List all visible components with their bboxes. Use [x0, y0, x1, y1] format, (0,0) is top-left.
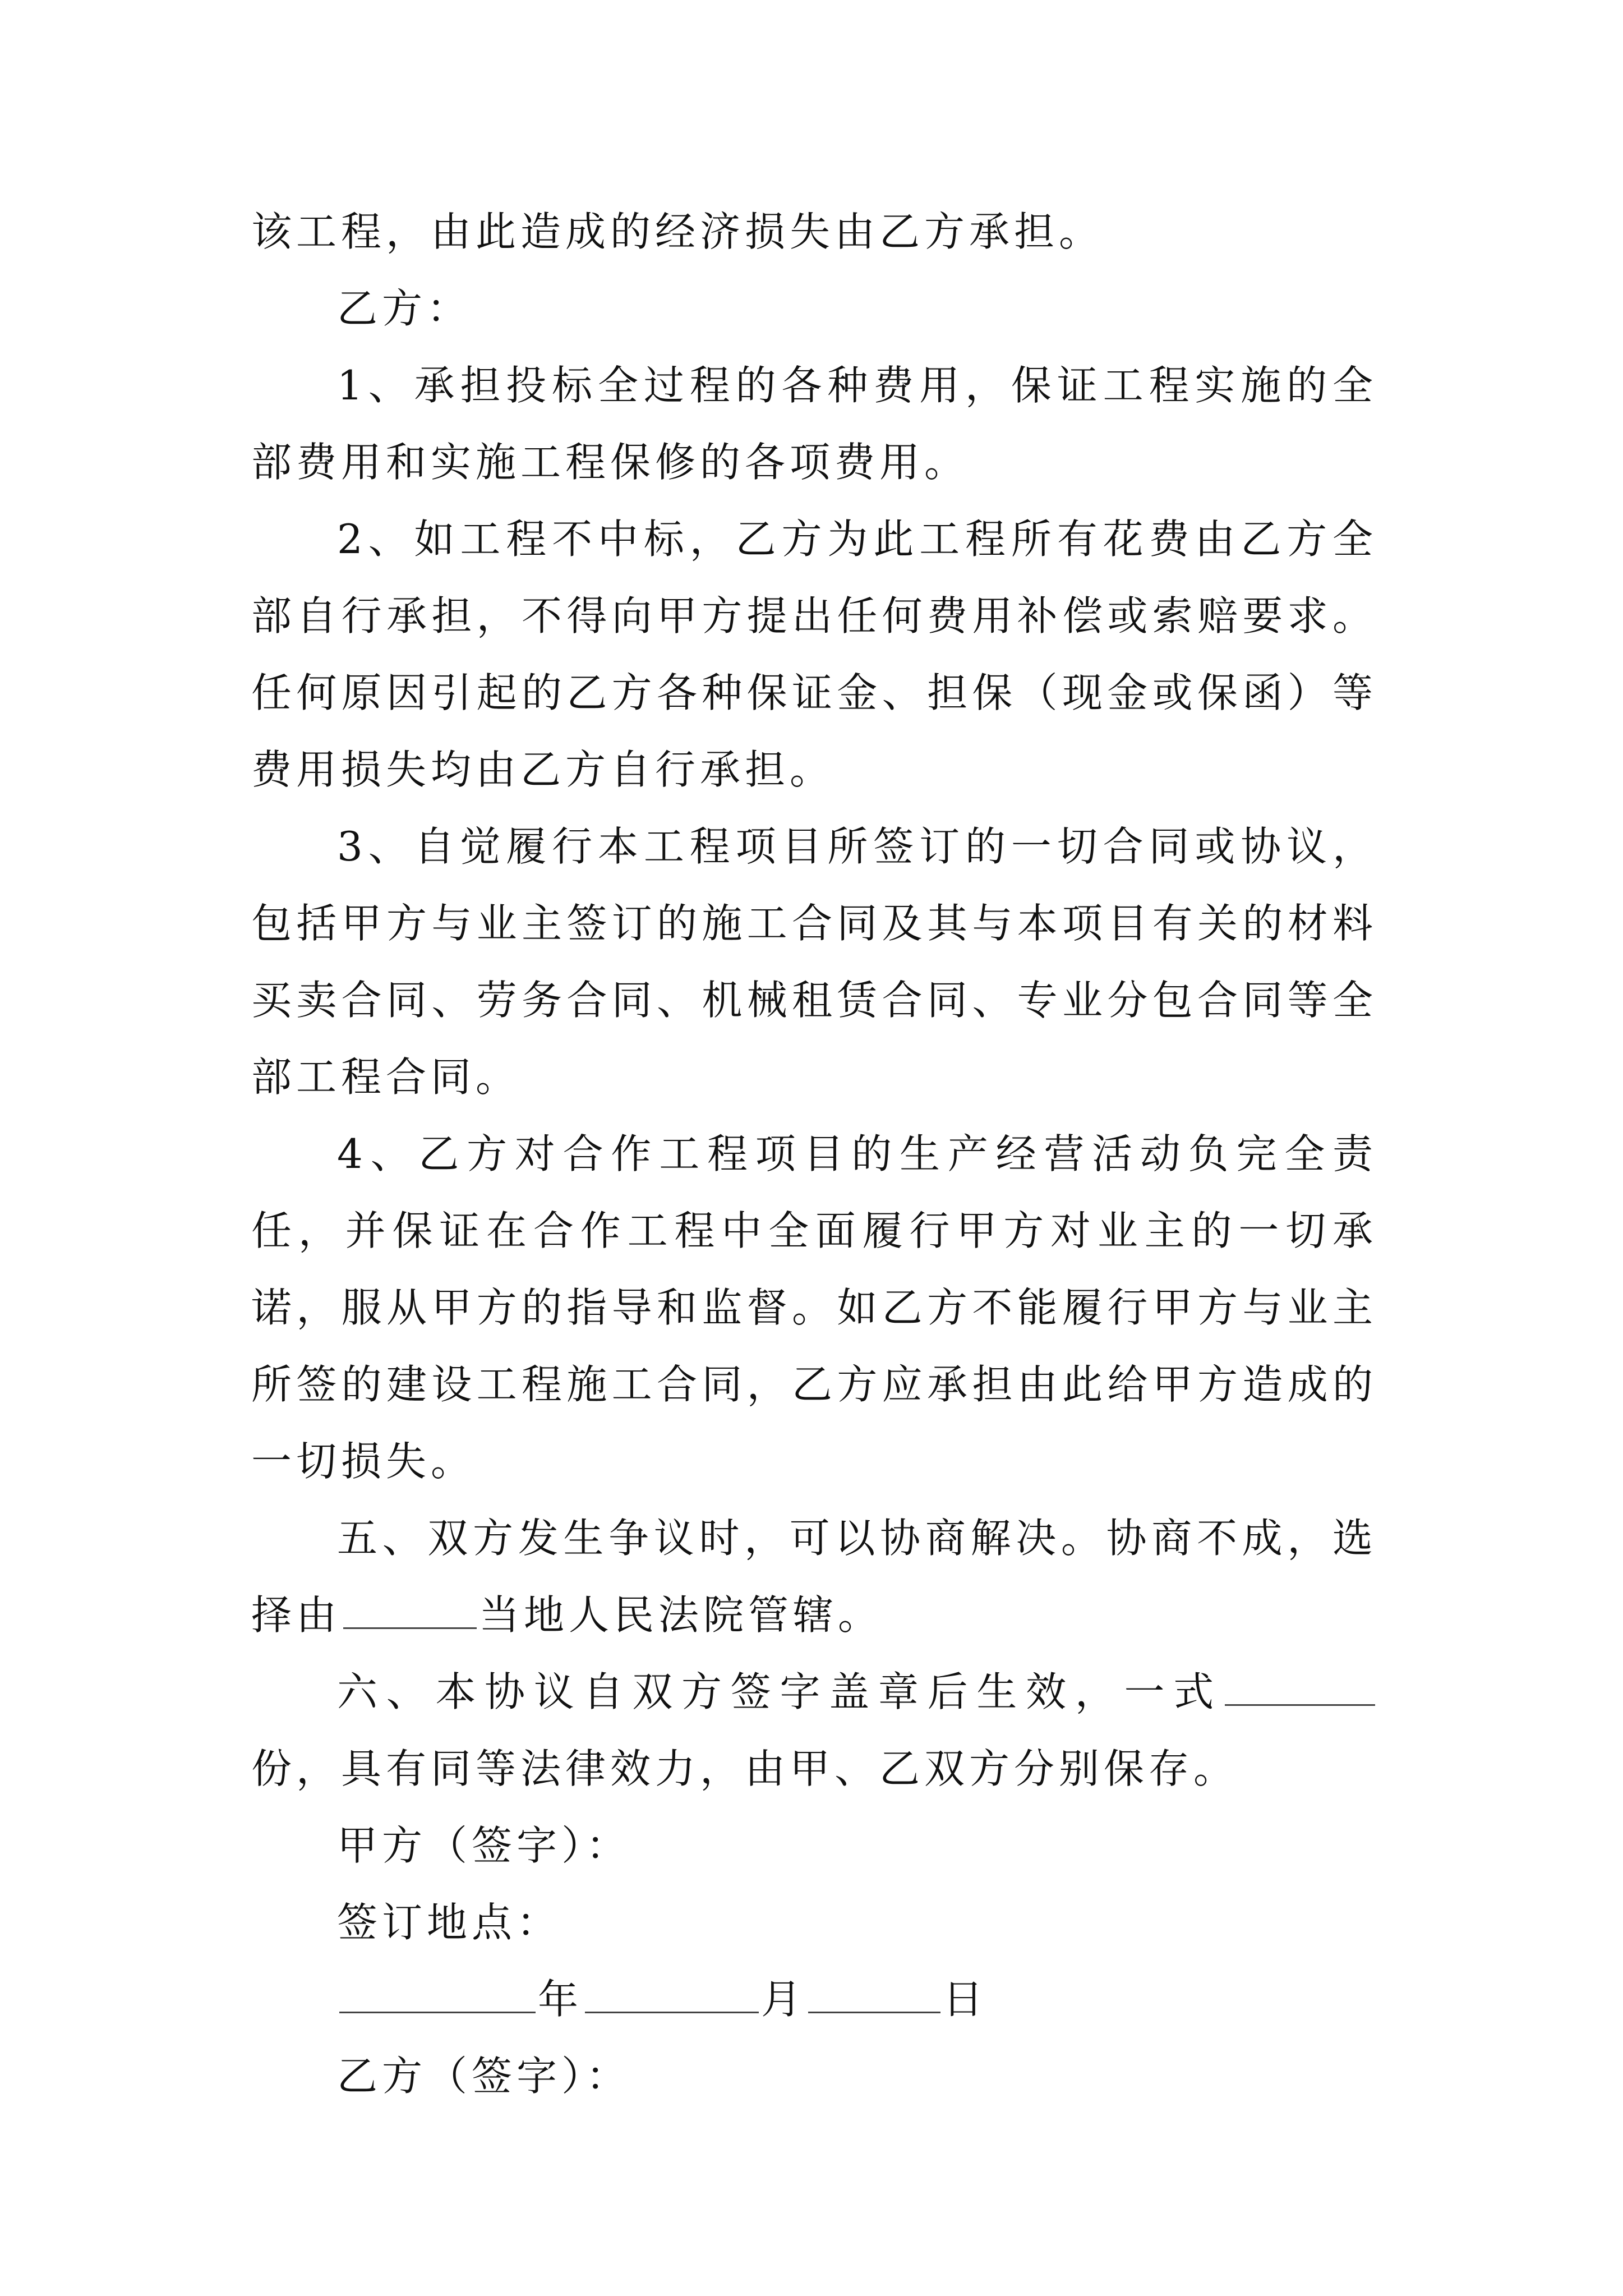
day-blank [808, 1977, 940, 2013]
party-b-duty-1: 1、承担投标全过程的各种费用，保证工程实施的全部费用和实施工程保修的各项费用。 [251, 362, 1377, 486]
effect-clause-start: 六、本协议自双方签字盖章后生效，一式 [337, 1668, 1223, 1715]
copies-count-blank [1225, 1670, 1375, 1706]
signing-date-line [251, 1961, 1377, 2038]
party-b-signature-label: 乙方（签字）： [337, 2053, 631, 2100]
paragraph-loss-continuation: 该工程，由此造成的经济损失由乙方承担。 [251, 208, 1104, 255]
month-blank [585, 1977, 759, 2013]
party-b-duty-2: 2、如工程不中标，乙方为此工程所有花费由乙方全部自行承担，不得向甲方提出任何费用补偿或索赔要求。任何原因引起的乙方各种保证金、担保（现金或保函）等费用损失均由乙方自行承担。 [251, 516, 1377, 793]
party-b-heading: 乙方： [337, 285, 472, 332]
day-label: 日 [943, 1976, 988, 2023]
court-location-blank [343, 1593, 477, 1629]
party-b-duty-4: 4、乙方对合作工程项目的生产经营活动负完全责任，并保证在合作工程中全面履行甲方对业主的一切承诺，服从甲方的指导和监督。如乙方不能履行甲方与业主所签的建设工程施工合同，乙方应承担由此给甲方造成的一切损失。 [251, 1130, 1377, 1485]
year-label: 年 [538, 1976, 583, 2023]
signing-place-label: 签订地点： [337, 1899, 562, 1946]
effect-clause [251, 1654, 1377, 1807]
dispute-clause [251, 1500, 1377, 1654]
document-body [251, 194, 1377, 2115]
dispute-clause-end: 当地人民法院管辖。 [479, 1591, 883, 1639]
effect-clause-end: 份，具有同等法律效力，由甲、乙双方分别保存。 [251, 1745, 1239, 1792]
month-label: 月 [761, 1976, 806, 2023]
dispute-clause-start: 五、双方发生争议时，可以协商解决。协商不成，选择由 [251, 1515, 1377, 1639]
year-blank [339, 1977, 536, 2013]
party-b-duty-3: 3、自觉履行本工程项目所签订的一切合同或协议，包括甲方与业主签订的施工合同及其与本项目有关的材料买卖合同、劳务合同、机械租赁合同、专业分包合同等全部工程合同。 [251, 823, 1377, 1101]
party-a-signature-label: 甲方（签字）： [337, 1822, 631, 1869]
